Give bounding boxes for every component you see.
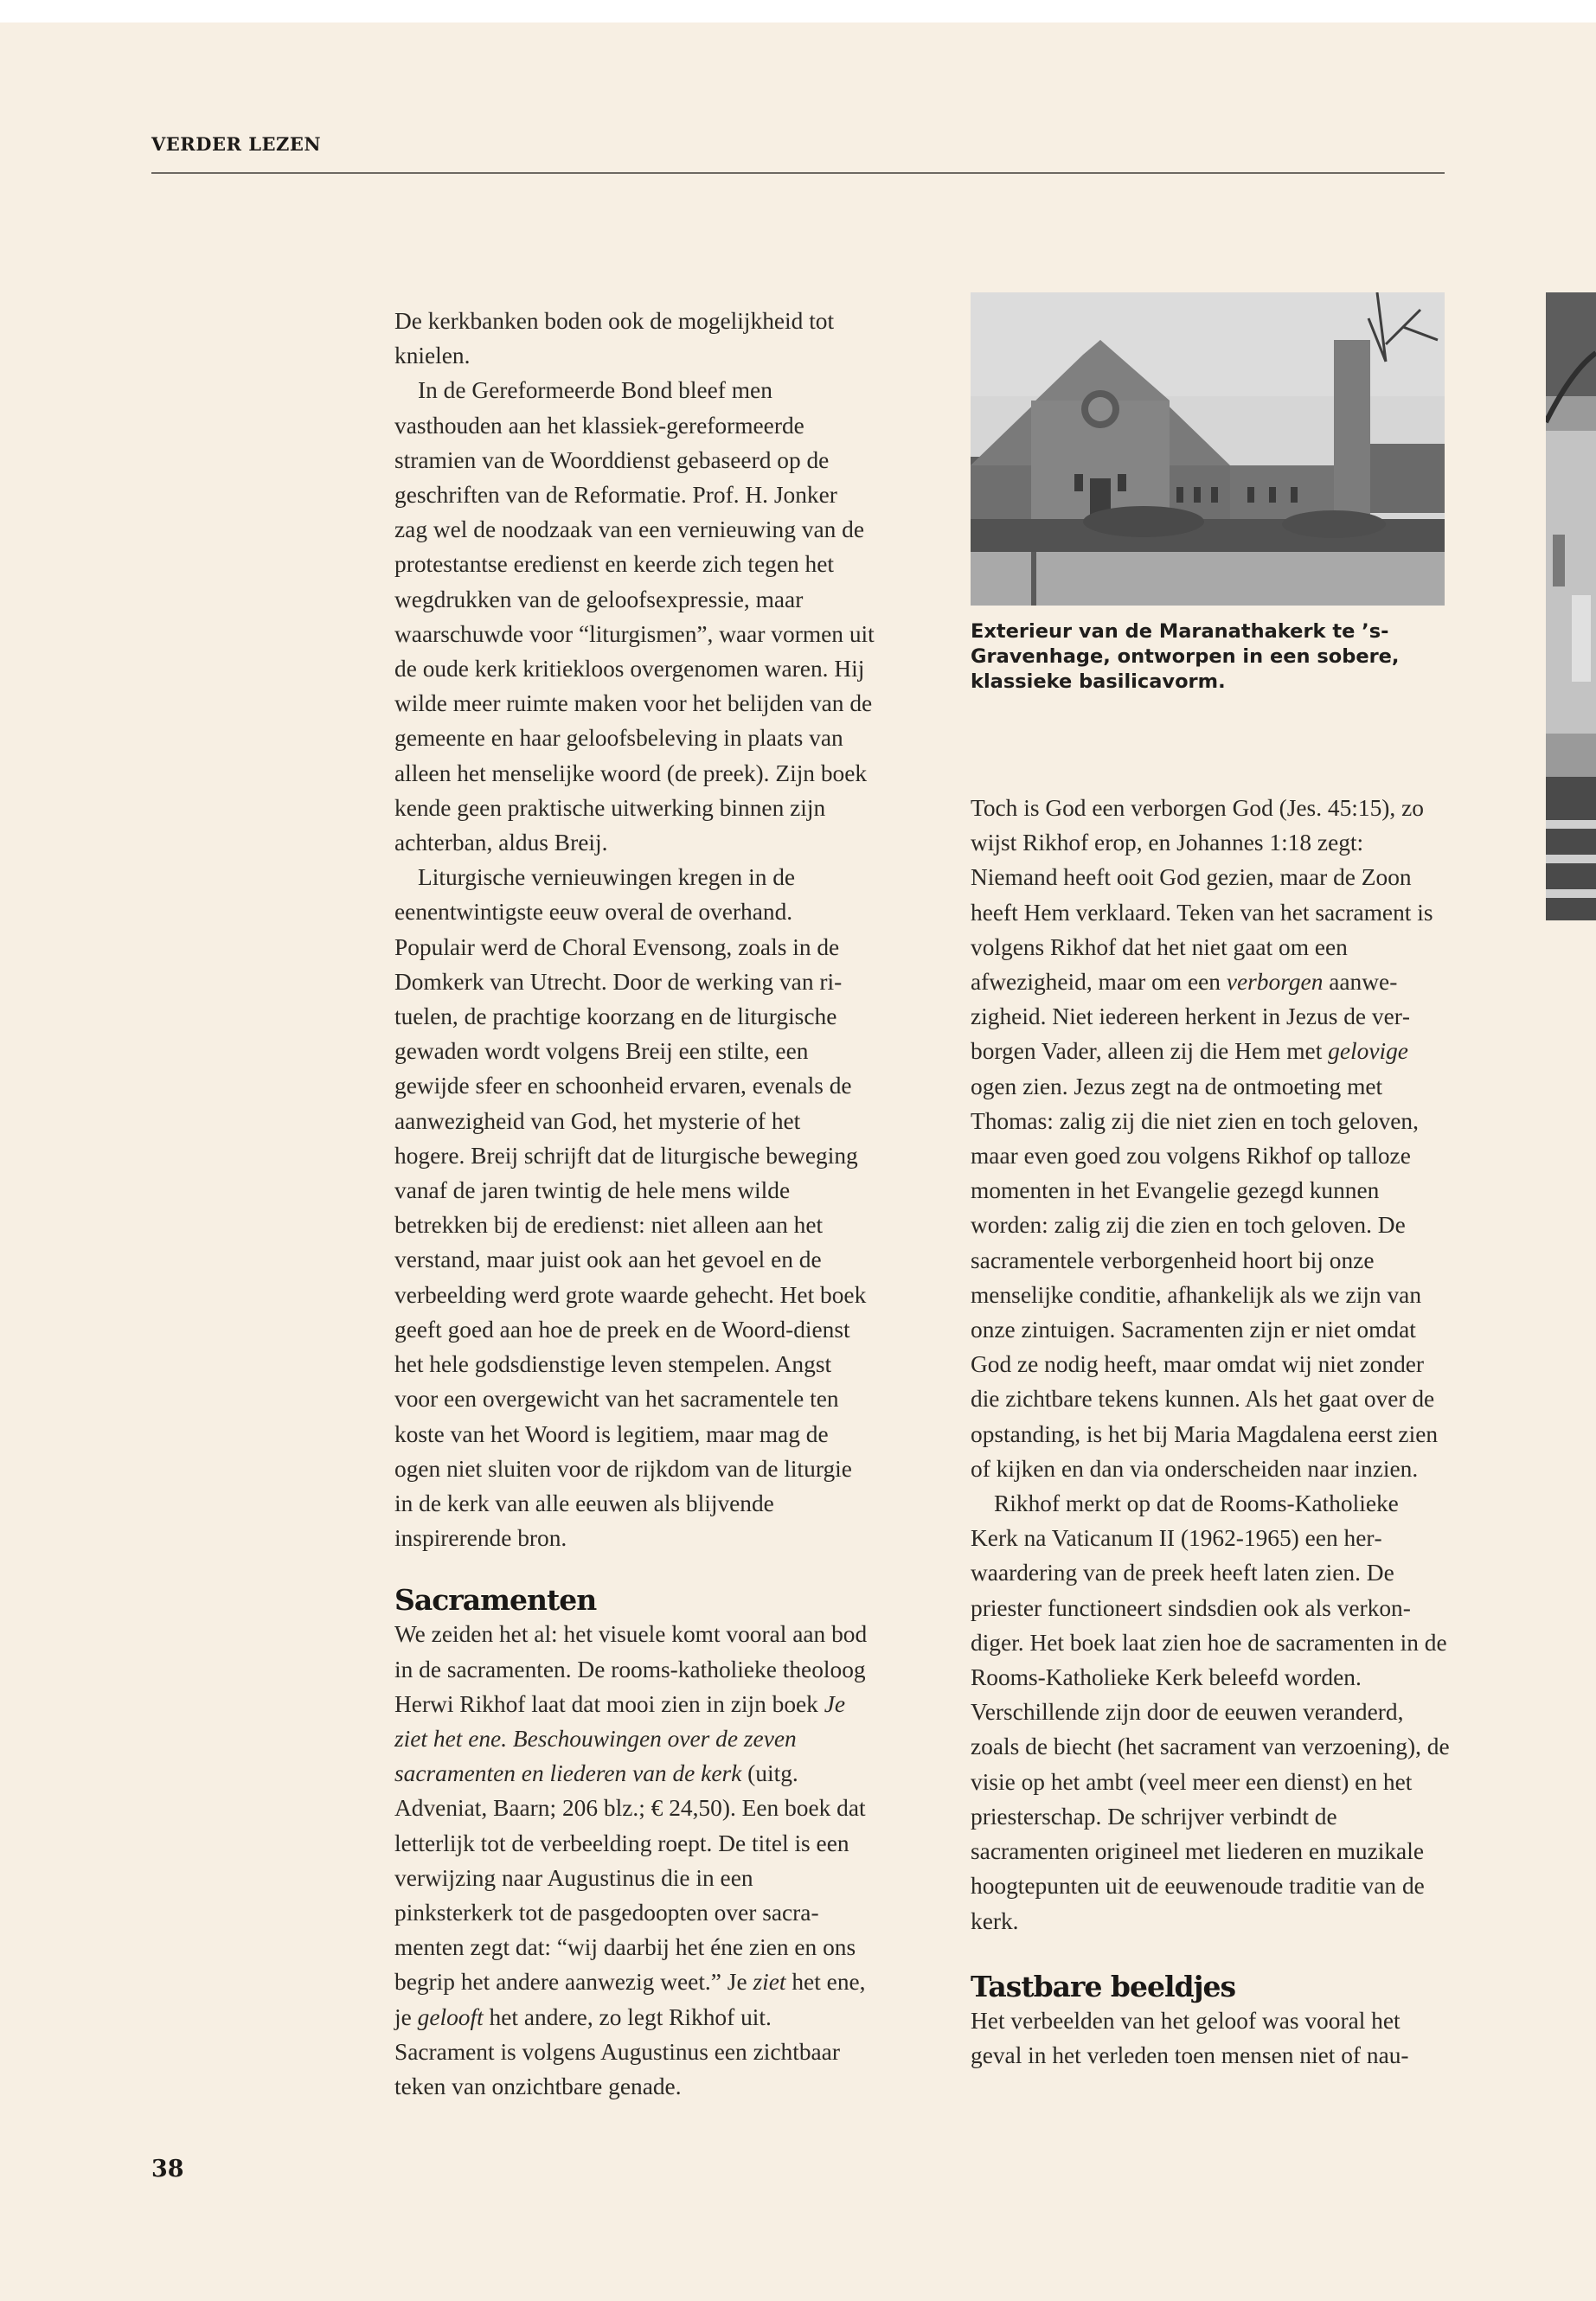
text-run: aanwezigheid. Niet iedereen herkent in Jezus de verborgen Vader, alleen zij die Hem met <box>971 969 1411 1065</box>
paragraph: Het verbeelden van het geloof was vooral het geval in het verleden toen mensen niet of nau- <box>971 2007 1409 2068</box>
church-photo <box>971 292 1445 606</box>
magazine-page <box>0 22 1596 2301</box>
section-heading-tastbare-beeldjes: Tastbare beeldjes <box>971 1969 1236 2003</box>
paragraph: In de Gereformeerde Bond bleef men vasthouden aan het klassiek-gereformeerde stramien van de Woorddienst gebaseerd op de geschriften van de Reformatie. Prof. H. Jonker zag wel de noodzaak van een vernieuwing van de protestantse eredienst en keerde zich tegen het wegdrukken van de geloofsexpressie, maar waarschuwde voor “liturgismen”, waar vormen uit de oude kerk kritiekloos overgenomen waren. Hij wilde meer ruimte maken voor het belijden van de gemeente en haar geloofsbeleving in plaats van alleen het menselijke woord (de preek). Zijn boek kende geen praktische uitwerking binnen zijn achterban, aldus Breij. <box>394 377 875 856</box>
adjacent-page-photo-edge <box>1546 292 1596 920</box>
section-heading-sacramenten: Sacramenten <box>394 1583 597 1618</box>
text-run: het andere, zo legt Rikhof uit. Sacrament is volgens Augustinus een zichtbaar teken van onzichtbare genade. <box>394 2003 840 2099</box>
left-text-column <box>394 304 875 2104</box>
emphasis: ziet <box>753 1969 786 1996</box>
header-rule <box>151 172 1445 174</box>
paragraph: Liturgische vernieuwingen kregen in de eenentwintigste eeuw overal de overhand. Populair werd de Choral Evensong, zoals in de Domkerk van Utrecht. Door de werking van rituelen, de prachtige koorzang en de liturgische gewaden wordt volgens Breij een stilte, een gewijde sfeer en schoonheid ervaren, evenals de aanwezigheid van God, het mysterie of het hogere. Breij schrijft dat de liturgische beweging vanaf de jaren twintig de hele mens wilde betrekken bij de eredienst: niet alleen aan het verstand, maar juist ook aan het gevoel en de verbeelding werd grote waarde gehecht. Het boek geeft goed aan hoe de preek en de Woord-dienst het hele godsdienstige leven stempelen. Angst voor een overgewicht van het sacramentele ten koste van het Woord is legitiem, maar mag de ogen niet sluiten voor de rijkdom van de liturgie in de kerk van alle eeuwen als blijvende inspirerende bron. <box>394 864 867 1552</box>
emphasis: gelovige <box>1328 1038 1408 1065</box>
text-run: Toch is God een verborgen God (Jes. 45:15), zo wijst Rikhof erop, en Johannes 1:18 zegt: Niemand heeft ooit God gezien, maar de Zoon heeft Hem verklaard. Teken van het sacrament is volgens Rikhof dat het niet gaat om een afwezigheid, maar om een <box>971 795 1433 996</box>
paragraph <box>971 791 1452 1486</box>
page-number: 38 <box>151 2156 184 2182</box>
text-run: ogen zien. Jezus zegt na de ontmoeting met Thomas: zalig zij die niet zien en toch geloven, maar even goed zou volgens Rikhof op talloze momenten in het Evangelie gezegd kunnen worden: zalig zij die zien en toch geloven. De sacramentele verborgenheid hoort bij onze menselijke conditie, afhankelijk als we zijn van onze zintuigen. Sacramenten zijn er niet omdat God ze nodig heeft, maar omdat wij niet zonder die zichtbare tekens kunnen. Als het gaat over de opstanding, is het bij Maria Magdalena eerst zien of kijken en dan via onderscheiden naar inzien. <box>971 1073 1439 1482</box>
text-run: het ene, je <box>394 1969 866 2030</box>
emphasis: gelooft <box>417 2003 484 2030</box>
emphasis: verborgen <box>1226 969 1324 996</box>
book-title: Je ziet het ene. Beschouwingen over de zeven sacramenten en liederen van de kerk <box>394 1690 846 1787</box>
paragraph: Rikhof merkt op dat de Rooms-Katholieke Kerk na Vaticanum II (1962-1965) een herwaardering van de preek heeft laten zien. De priester functioneert sindsdien ook als verkondiger. Het boek laat zien hoe de sacramenten in de Rooms-Katholieke Kerk beleefd worden. Verschillende zijn door de eeuwen veranderd, zoals de biecht (het sacrament van verzoening), de visie op het ambt (veel meer een dienst) en het priesterschap. De schrijver verbindt de sacramenten origineel met liederen en muzikale hoogtepunten uit de eeuwenoude traditie van de kerk. <box>971 1490 1450 1934</box>
photo-caption: Exterieur van de Maranathakerk te ’s-Gravenhage, ontworpen in een sobere, klassieke basilicavorm. <box>971 620 1400 693</box>
right-text-column <box>971 791 1452 2073</box>
paragraph: De kerkbanken boden ook de mogelijkheid tot knielen. <box>394 308 835 369</box>
running-head: VERDER LEZEN <box>151 133 322 155</box>
text-run: We zeiden het al: het visuele komt vooral aan bod in de sacramenten. De rooms-katholieke theoloog Herwi Rikhof laat dat mooi zien in zijn boek <box>394 1621 868 1717</box>
paragraph <box>394 1617 875 2104</box>
text-run: (uitg. Adveniat, Baarn; 206 blz.; € 24,50). Een boek dat letterlijk tot de verbeelding roept. De titel is een verwijzing naar Augustinus die in een pinksterkerk tot de pasgedoopten over sacramenten zegt dat: “wij daarbij het éne zien en ons begrip het andere aanwezig weet.” Je <box>394 1760 866 1996</box>
